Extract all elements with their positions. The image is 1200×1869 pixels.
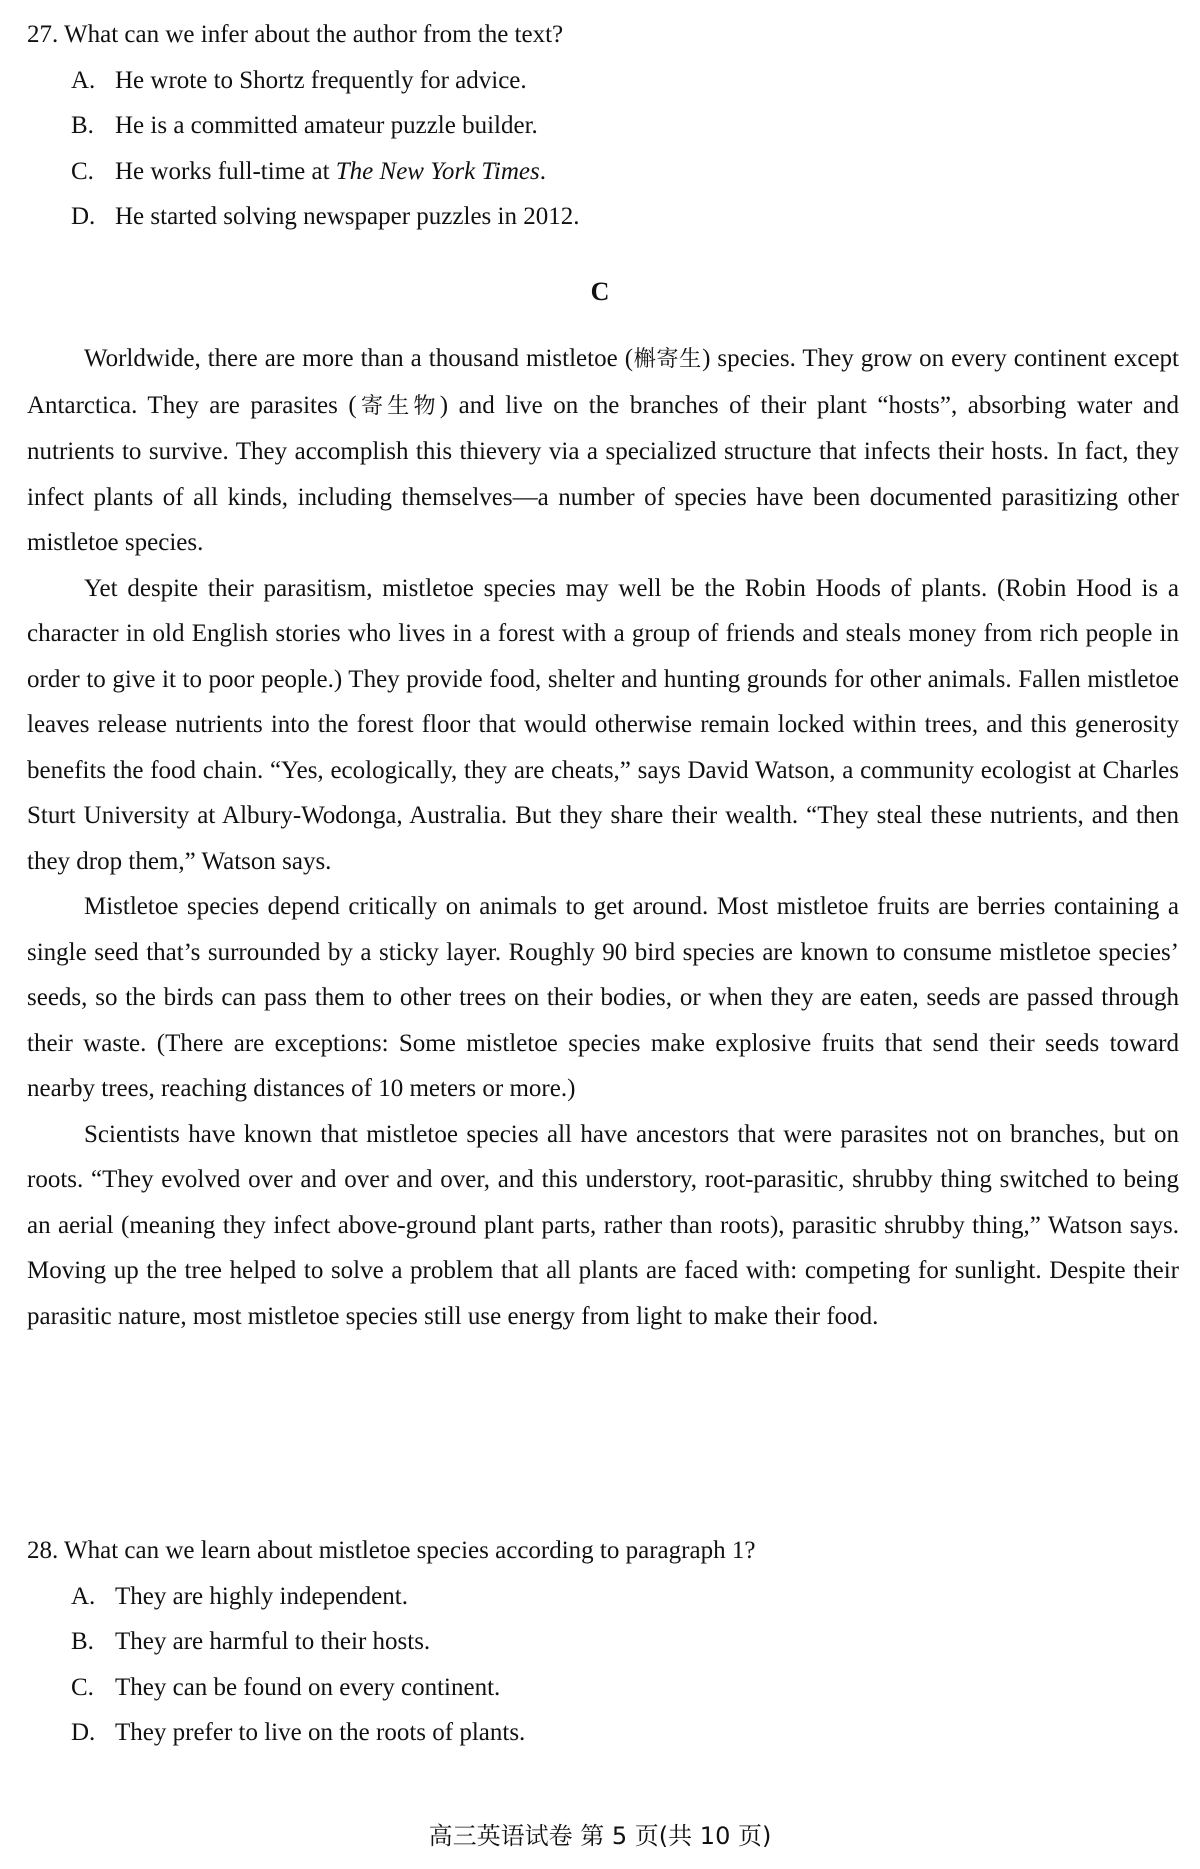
page-footer: 高三英语试卷 第 5 页(共 10 页) [428,1822,772,1850]
option-letter: A. [71,1582,96,1610]
option-letter: C. [71,1673,94,1701]
newspaper-name: The New York Times [335,157,540,185]
passage-paragraph-3: Mistletoe species depend critically on animals to get around. Most mistletoe fruits are berries containing a single seed that’s surrounded by a sticky layer. Roughly 90 bird species are known to consume mistletoe species’ seeds, so the birds can pass them to other trees on their bodies, or when they are eaten, seeds are passed through their waste. (There are exceptions: Some mistletoe species make explosive fruits that send their seeds toward nearby trees, reaching distances of 10 meters or more.) [27,893,1179,1102]
option-text: They can be found on every continent. [115,1673,501,1701]
question-28-stem: 28. What can we learn about mistletoe species according to paragraph 1? [27,1537,756,1564]
passage-paragraph-4: Scientists have known that mistletoe species all have ancestors that were parasites not on branches, but on roots. “They evolved over and over and over, and this understory, root-parasitic, shrubby thing switched to being an aerial (meaning they infect above-ground plant parts, rather than roots), parasitic shrubby thing,” Watson says. Moving up the tree helped to solve a problem that all plants are faced with: competing for sunlight. Despite their parasitic nature, most mistletoe species still use energy from light to make their food. [27,1120,1179,1330]
question-27-option-c [27,149,1179,195]
option-letter: B. [71,112,94,139]
question-28 [27,1528,1179,1756]
option-text: He wrote to Shortz frequently for advice. [115,66,527,94]
question-27-option-d [27,194,1179,240]
question-27 [27,12,1179,240]
question-28-option-a [27,1574,1179,1620]
option-text: He is a committed amateur puzzle builder. [115,112,538,139]
question-28-option-c [27,1665,1179,1711]
section-title: C [590,277,610,306]
option-text-end: . [539,157,547,185]
reading-passage [27,336,1179,1339]
option-letter: C. [71,157,94,185]
paragraph-text: Worldwide, there are more than a thousand mistletoe ( [84,345,634,372]
passage-paragraph-1 [27,336,1179,566]
option-letter: D. [71,1719,96,1746]
question-27-option-b [27,103,1179,149]
option-text: He started solving newspaper puzzles in 2012. [115,203,580,230]
option-letter: A. [71,66,96,94]
chinese-gloss: 寄生物 [356,393,440,419]
option-text: They are harmful to their hosts. [115,1628,431,1655]
question-27-option-a [27,58,1179,104]
option-text: They are highly independent. [115,1582,408,1610]
option-text: They prefer to live on the roots of plants. [115,1719,526,1746]
question-28-option-b [27,1619,1179,1665]
passage-paragraph-2: Yet despite their parasitism, mistletoe species may well be the Robin Hoods of plants. (Robin Hood is a character in old English stories who lives in a forest with a group of friends and steals money from rich people in order to give it to poor people.) They provide food, shelter and hunting grounds for other animals. Fallen mistletoe leaves release nutrients into the forest floor that would otherwise remain locked within trees, and this generosity benefits the food chain. “Yes, ecologically, they are cheats,” says David Watson, a community ecologist at Charles Sturt University at Albury-Wodonga, Australia. But they share their wealth. “They steal these nutrients, and then they drop them,” Watson says. [27,574,1179,875]
option-text: He works full-time at [115,157,336,185]
option-letter: D. [71,203,96,230]
paragraph-text: ) and live on the branches of their plant “hosts”, absorbing water and nutrients to survive. They accomplish this thievery via a specialized structure that infects their hosts. In fact, they infect plants of all kinds, including themselves—a number of species have been documented parasitizing other mistletoe species. [27,391,1179,556]
question-28-option-d [27,1710,1179,1756]
paragraph-text: ) species. They grow on every continent except Antarctica. They are parasites ( [27,345,1179,419]
question-27-stem: 27. What can we infer about the author from the text? [27,21,564,48]
chinese-gloss: 槲寄生 [633,347,703,372]
option-letter: B. [71,1628,94,1655]
